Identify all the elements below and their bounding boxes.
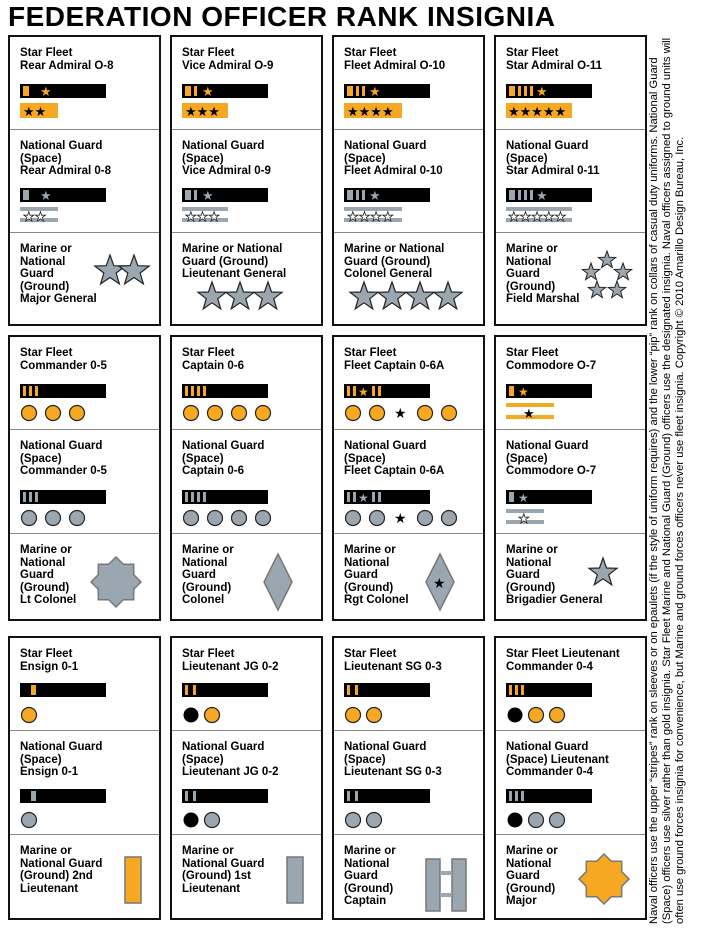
svg-text:★★: ★★ xyxy=(23,105,47,120)
rank-label: Star Fleet Commodore O-7 xyxy=(506,347,597,372)
star-fleet-section xyxy=(496,37,645,129)
svg-text:★: ★ xyxy=(523,407,535,422)
star-fleet-section xyxy=(172,37,321,129)
svg-text:★★: ★★ xyxy=(23,210,47,225)
svg-text:★: ★ xyxy=(202,189,214,204)
svg-text:★★★: ★★★ xyxy=(185,210,220,225)
ground-insignia-1-star xyxy=(496,534,646,620)
rank-label: National Guard (Space) Commodore O-7 xyxy=(506,440,597,477)
svg-text:★: ★ xyxy=(202,85,214,100)
stripes-insignia xyxy=(172,37,322,129)
svg-text:★: ★ xyxy=(433,576,446,592)
svg-text:★★★★: ★★★★ xyxy=(347,210,394,225)
rank-label: National Guard (Space) Captain 0-6 xyxy=(182,440,265,477)
stripes-insignia xyxy=(496,130,646,233)
rank-label: Marine or National Guard (Ground) 2nd Lieutenant xyxy=(20,845,103,895)
stripes-insignia xyxy=(496,430,646,534)
svg-text:★: ★ xyxy=(358,385,369,399)
rank-card-commodore xyxy=(494,335,647,621)
svg-text:★: ★ xyxy=(40,85,52,100)
svg-text:★: ★ xyxy=(518,385,529,399)
star-fleet-section xyxy=(496,638,645,730)
rank-label: National Guard (Space) Fleet Captain 0-6A xyxy=(344,440,445,477)
ground-insignia-3-stars xyxy=(172,233,322,325)
stripes-insignia xyxy=(334,130,484,233)
ground-insignia-8-point-star xyxy=(10,534,160,620)
rank-label: National Guard (Space) Star Admiral 0-11 xyxy=(506,140,600,177)
ground-insignia-star-ring xyxy=(496,233,646,325)
rank-label: Marine or National Guard (Ground) Brigadier General xyxy=(506,544,603,606)
svg-text:★★★: ★★★ xyxy=(185,105,220,120)
svg-text:★: ★ xyxy=(394,511,407,527)
national-guard-space-section xyxy=(334,429,483,534)
ground-section xyxy=(172,232,321,325)
ground-section xyxy=(172,834,321,919)
stripes-insignia xyxy=(10,430,160,534)
stripes-insignia xyxy=(172,731,322,835)
stripes-insignia xyxy=(172,638,322,730)
rank-label: Marine or National Guard (Ground) Major General xyxy=(20,243,97,305)
stripes-insignia xyxy=(334,731,484,835)
ground-insignia-gold-bar xyxy=(10,835,160,919)
rank-label: Marine or National Guard (Ground) Lieutenant General xyxy=(182,243,287,280)
national-guard-space-section xyxy=(334,129,483,233)
svg-text:★★★★★: ★★★★★ xyxy=(508,210,567,225)
ground-section xyxy=(10,232,159,325)
stripes-insignia xyxy=(334,430,484,534)
rank-label: National Guard (Space) Lieutenant JG 0-2 xyxy=(182,741,279,778)
stripes-insignia xyxy=(172,130,322,233)
rank-card-ensign xyxy=(8,636,161,920)
stripes-insignia xyxy=(172,337,322,429)
stripes-insignia xyxy=(10,37,160,129)
stripes-insignia xyxy=(10,337,160,429)
svg-text:★: ★ xyxy=(536,189,548,204)
national-guard-space-section xyxy=(10,429,159,534)
ground-insignia-2-stars xyxy=(10,233,160,325)
national-guard-space-section xyxy=(172,129,321,233)
rank-label: Marine or National Guard (Ground) Lt Colonel xyxy=(20,544,77,606)
ground-insignia-diamond xyxy=(172,534,322,620)
svg-text:★★★★: ★★★★ xyxy=(347,105,394,120)
stripes-insignia xyxy=(334,337,484,429)
stripes-insignia xyxy=(10,638,160,730)
national-guard-space-section xyxy=(496,129,645,233)
star-fleet-section xyxy=(172,337,321,429)
svg-text:★: ★ xyxy=(394,406,407,422)
rank-label: National Guard (Space) Lieutenant Commander 0-4 xyxy=(506,741,609,778)
rank-label: Marine or National Guard (Ground) Major xyxy=(506,845,558,907)
svg-text:★: ★ xyxy=(369,85,381,100)
stripes-insignia xyxy=(334,37,484,129)
rank-label: Marine or National Guard (Ground) Colonel xyxy=(182,544,234,606)
star-fleet-section xyxy=(10,37,159,129)
page-title: FEDERATION OFFICER RANK INSIGNIA xyxy=(8,1,556,32)
svg-text:★★★★★: ★★★★★ xyxy=(508,105,567,120)
svg-text:★: ★ xyxy=(536,85,548,100)
star-fleet-section xyxy=(10,638,159,730)
rank-label: Star Fleet Lieutenant Commander 0-4 xyxy=(506,648,620,673)
rank-label: Star Fleet Lieutenant JG 0-2 xyxy=(182,648,279,673)
ground-section xyxy=(334,533,483,620)
stripes-insignia xyxy=(496,638,646,730)
national-guard-space-section xyxy=(10,730,159,835)
svg-text:★: ★ xyxy=(358,491,369,505)
svg-text:★: ★ xyxy=(369,189,381,204)
rank-card-captain xyxy=(170,335,323,621)
ground-section xyxy=(10,533,159,620)
ground-insignia-twin-bars xyxy=(334,835,484,919)
svg-text:★: ★ xyxy=(518,491,529,505)
ground-section xyxy=(334,834,483,919)
stripes-insignia xyxy=(334,638,484,730)
rank-label: Marine or National Guard (Ground) Colonel General xyxy=(344,243,445,280)
rank-card-rear-admiral xyxy=(8,35,161,326)
national-guard-space-section xyxy=(496,730,645,835)
stripes-insignia xyxy=(10,130,160,233)
rank-label: Star Fleet Vice Admiral O-9 xyxy=(182,47,274,72)
rank-label: Star Fleet Star Admiral O-11 xyxy=(506,47,603,72)
rank-label: Marine or National Guard (Ground) Rgt Colonel xyxy=(344,544,409,606)
rank-label: Marine or National Guard (Ground) Captain xyxy=(344,845,396,907)
ground-section xyxy=(10,834,159,919)
ground-insignia-silver-bar xyxy=(172,835,322,919)
svg-text:★: ★ xyxy=(518,512,530,527)
rank-label: Star Fleet Lieutenant SG 0-3 xyxy=(344,648,442,673)
rank-label: National Guard (Space) Vice Admiral 0-9 xyxy=(182,140,271,177)
stripes-insignia xyxy=(172,430,322,534)
stripes-insignia xyxy=(496,731,646,835)
ground-section xyxy=(172,533,321,620)
stripes-insignia xyxy=(10,731,160,835)
rank-label: Star Fleet Fleet Captain 0-6A xyxy=(344,347,445,372)
rank-label: Star Fleet Ensign 0-1 xyxy=(20,648,79,673)
stripes-insignia xyxy=(496,37,646,129)
rank-card-lieutenant-sg xyxy=(332,636,485,920)
national-guard-space-section xyxy=(496,429,645,534)
ground-section xyxy=(496,232,645,325)
national-guard-space-section xyxy=(10,129,159,233)
rank-label: National Guard (Space) Ensign 0-1 xyxy=(20,741,103,778)
star-fleet-section xyxy=(334,638,483,730)
national-guard-space-section xyxy=(172,730,321,835)
national-guard-space-section xyxy=(172,429,321,534)
ground-section xyxy=(496,834,645,919)
rank-label: Marine or National Guard (Ground) Field Marshal xyxy=(506,243,580,305)
star-fleet-section xyxy=(334,37,483,129)
rank-label: Marine or National Guard (Ground) 1st Lieutenant xyxy=(182,845,265,895)
rank-label: National Guard (Space) Rear Admiral 0-8 xyxy=(20,140,111,177)
side-note: Naval officers use the upper “stripes” rank on sleeves or on epaulets (if the style of uniform requires) and the lower “pip” rank on collars of casual duty uniforms. National Guard (Space) officers use silver rather than gold insignia. Star Fleet Marine and National Guard (Ground) officers use the designated insignia. Naval officers assigned to ground units will often use ground forces insignia for convenience, but Marine and ground forces officers never use fleet insignia. Copyright © 2010 Amarillo Design Bureau, Inc. xyxy=(648,37,686,924)
rank-label: Star Fleet Rear Admiral O-8 xyxy=(20,47,114,72)
star-fleet-section xyxy=(172,638,321,730)
rank-label: Star Fleet Fleet Admiral O-10 xyxy=(344,47,446,72)
rank-label: Star Fleet Commander 0-5 xyxy=(20,347,107,372)
rank-card-commander xyxy=(8,335,161,621)
rank-card-lieutenant-jg xyxy=(170,636,323,920)
ground-insignia-4-stars xyxy=(334,233,484,325)
rank-label: National Guard (Space) Fleet Admiral 0-10 xyxy=(344,140,443,177)
star-fleet-section xyxy=(334,337,483,429)
rank-label: National Guard (Space) Commander 0-5 xyxy=(20,440,107,477)
stripes-insignia xyxy=(496,337,646,429)
rank-card-fleet-captain xyxy=(332,335,485,621)
star-fleet-section xyxy=(496,337,645,429)
rank-card-lieutenant-commander xyxy=(494,636,647,920)
rank-card-star-admiral xyxy=(494,35,647,326)
rank-label: Star Fleet Captain 0-6 xyxy=(182,347,244,372)
ground-section xyxy=(334,232,483,325)
rank-card-vice-admiral xyxy=(170,35,323,326)
svg-text:★: ★ xyxy=(40,189,52,204)
rank-label: National Guard (Space) Lieutenant SG 0-3 xyxy=(344,741,442,778)
national-guard-space-section xyxy=(334,730,483,835)
rank-card-fleet-admiral xyxy=(332,35,485,326)
ground-section xyxy=(496,533,645,620)
ground-insignia-diamond-star xyxy=(334,534,484,620)
star-fleet-section xyxy=(10,337,159,429)
ground-insignia-gold-8-point-star xyxy=(496,835,646,919)
